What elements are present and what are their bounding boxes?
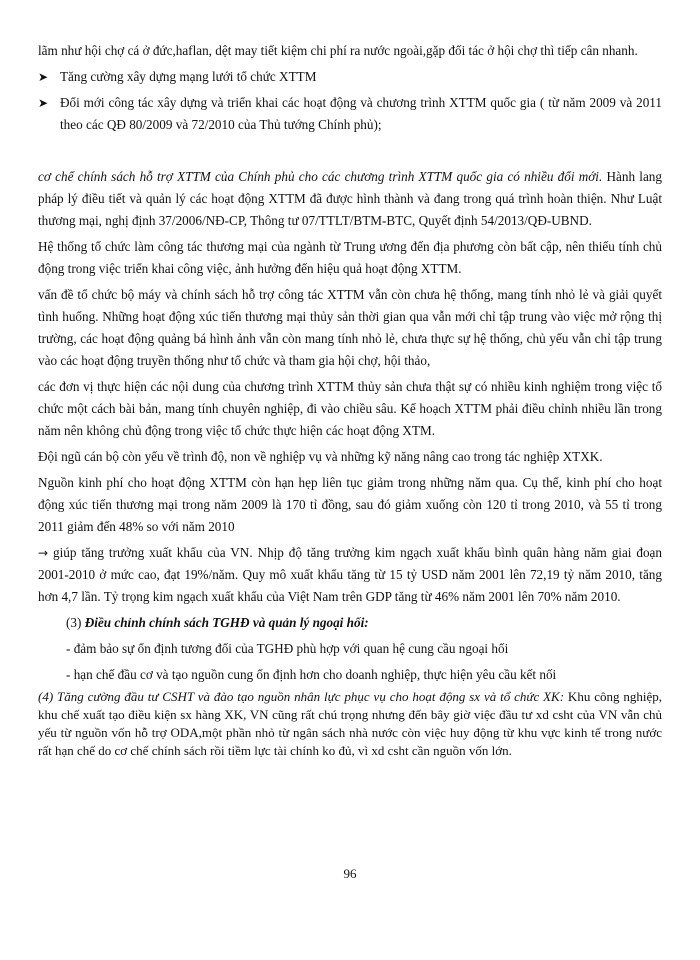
document-page [38, 40, 662, 760]
bullet-text: Đổi mới công tác xây dựng và triển khai các hoạt động và chương trình XTTM quốc gia ( từ năm 2009 và 2011 theo các QĐ 80/2009 và 72/2010 của Thủ tướng Chính phủ); [60, 95, 662, 132]
bullet-item-renovation [38, 92, 662, 136]
paragraph-growth [38, 542, 662, 608]
policy-rest-text: Hành lang pháp lý điều tiết và quản lý các hoạt động XTTM đã được hình thành và đang trong quá trình hoàn thiện. Như Luật thương mại, nghị định 37/2006/NĐ-CP, Thông tư 07/TTLT/BTM-BTC, Quyết định 54/2013/QĐ-UBND. [38, 169, 662, 228]
paragraph-staff: Đội ngũ cán bộ còn yếu về trình độ, non về nghiệp vụ và những kỹ năng nâng cao trong tác nghiệp XTXK. [38, 449, 603, 464]
heading-section-3 [38, 612, 662, 634]
paragraph-system: Hệ thống tổ chức làm công tác thương mại của ngành từ Trung ương đến địa phương còn bất cập, nên thiếu tính chủ động trong việc triển khai công việc, ảnh hưởng đến hiệu quả hoạt động XTTM. [38, 239, 662, 276]
bullet-item-network [38, 66, 662, 88]
arrow-bullet-icon: ➤ [38, 70, 49, 84]
section-3-number: (3) [66, 615, 85, 630]
bullet-text: Tăng cường xây dựng mạng lưới tổ chức XTTM [60, 69, 317, 84]
paragraph-intro: lãm như hội chợ cá ở đức,haflan, dệt may tiết kiệm chi phí ra nước ngoài,gặp đối tác ở hội chợ thì tiếp cân nhanh. [38, 43, 638, 58]
paragraph-funding: Nguồn kinh phí cho hoạt động XTTM còn hạn hẹp liên tục giảm trong những năm qua. Cụ thể, kinh phí cho hoạt động xúc tiến thương mại trong năm 2009 là 170 tỉ đồng, sau đó giảm xuống còn 120 tỉ trong 2010, và 55 tỉ trong 2011 giảm đến 48% so với năm 2010 [38, 475, 662, 534]
paragraph-units: các đơn vị thực hiện các nội dung của chương trình XTTM thủy sản chưa thật sự có nhiều kinh nghiệm trong việc tổ chức một cách bài bản, mang tính chuyên nghiệp, đi vào chiều sâu. Kế hoạch XTTM phải điều chỉnh nhiều lần trong năm nên không chủ động trong việc tổ chức thực hiện các hoạt động XTM. [38, 379, 662, 438]
growth-text: giúp tăng trưởng xuất khẩu của VN. Nhịp độ tăng trưởng kim ngạch xuất khẩu bình quân hàng năm giai đoạn 2001-2010 ở mức cao, đạt 19%/năm. Quy mô xuất khẩu tăng từ 15 tỷ USD năm 2001 lên 72,19 tỷ năm 2010, tăng hơn 4,7 lần. Tỷ trọng kim ngạch xuất khẩu của Việt Nam trên GDP tăng từ 46% năm 2001 lên 70% năm 2010. [38, 545, 663, 604]
dash-item: - đảm bảo sự ổn định tương đối của TGHĐ phù hợp với quan hệ cung cầu ngoại hối [66, 641, 509, 656]
paragraph-apparatus: vấn đề tổ chức bộ máy và chính sách hỗ trợ công tác XTTM vẫn còn chưa hệ thống, mang tính nhỏ lẻ và giải quyết tình huống. Những hoạt động xúc tiến thương mại thủy sản thời gian qua vẫn mới chỉ tập trung vào việc mở rộng thị trường, các hoạt động quảng bá hình ảnh vẫn còn mang tính nhỏ lẻ, chưa thực sự hệ thống, chủ yếu vẫn chỉ tập trung vào các hoạt động truyền thống như tổ chức và tham gia hội chợ, hội thảo, [38, 287, 662, 368]
policy-italic-text: cơ chế chính sách hỗ trợ XTTM của Chính phủ cho các chương trình XTTM quốc gia có nhiều đổi mới. [38, 169, 603, 184]
paragraph-policy [38, 166, 662, 232]
paragraph-section-4 [38, 688, 662, 760]
section-4-italic-text: (4) Tăng cường đầu tư CSHT và đào tạo nguồn nhân lực phục vụ cho hoạt động sx và tổ chức XK: [38, 689, 565, 704]
arrow-bullet-icon: ➤ [38, 96, 49, 110]
dash-item: - hạn chế đầu cơ và tạo nguồn cung ổn định hơn cho doanh nghiệp, thực hiện yêu cầu kết nối [66, 667, 557, 682]
right-arrow-icon: → [38, 546, 49, 560]
section-4-rest-text: Khu công nghiệp, khu chế xuất tạo điều kiện sx hàng XK, VN cũng rất chú trọng nhưng đến bây giờ việc đầu tư xd csht của VN vẫn chủ yếu từ nguồn vốn hỗ trợ ODA,một phần nhỏ từ ngân sách nhà nước còn việc huy động từ khu vực kinh tế trong nước rất hạn chế do cơ chế chính sách rồi tiềm lực tài chính ko đủ, vì xd csht cần nguồn vốn lớn. [38, 689, 662, 758]
spacer [38, 136, 662, 158]
section-3-title: Điều chỉnh chính sách TGHĐ và quản lý ngoại hối: [84, 615, 369, 630]
page-number: 96 [343, 866, 357, 881]
